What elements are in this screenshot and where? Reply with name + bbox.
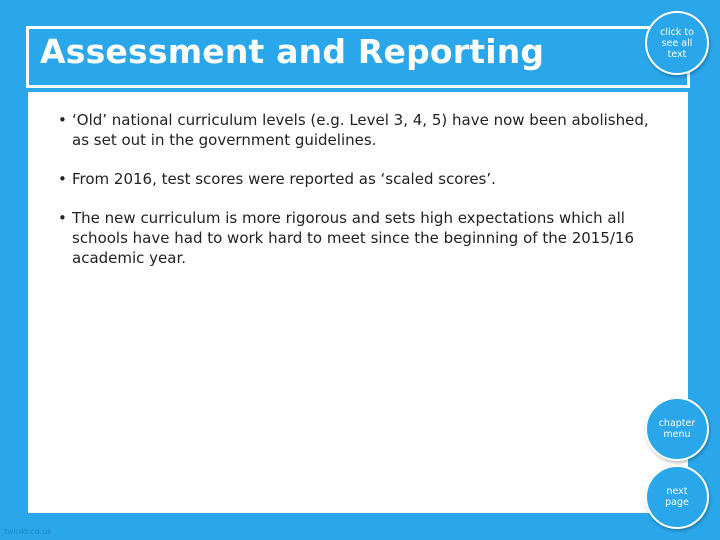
chapter-menu-button[interactable] xyxy=(645,397,709,461)
bullet-text: ‘Old’ national curriculum levels (e.g. Level 3, 4, 5) have now been abolished, as set out in the government guidelines. xyxy=(72,111,649,149)
slide-title: Assessment and Reporting xyxy=(40,32,545,71)
chapter-menu-label: chapter menu xyxy=(658,418,696,440)
see-all-text-label: click to see all text xyxy=(660,26,694,60)
bullet-list xyxy=(58,110,658,287)
next-page-label: next page xyxy=(665,486,689,508)
bullet-item xyxy=(58,169,658,189)
bullet-item xyxy=(58,208,658,268)
next-page-button[interactable] xyxy=(645,465,709,529)
bullet-item xyxy=(58,110,658,150)
see-all-text-button[interactable] xyxy=(645,11,709,75)
bullet-dot: • xyxy=(58,209,67,227)
bullet-text: From 2016, test scores were reported as ‘scaled scores’. xyxy=(72,170,496,188)
bullet-text: The new curriculum is more rigorous and sets high expectations which all schools have had to work hard to meet since the beginning of the 2015/16 academic year. xyxy=(72,209,635,267)
footer-brand: twinkl.co.uk xyxy=(4,527,52,536)
bullet-dot: • xyxy=(58,111,67,129)
bullet-dot: • xyxy=(58,170,67,188)
